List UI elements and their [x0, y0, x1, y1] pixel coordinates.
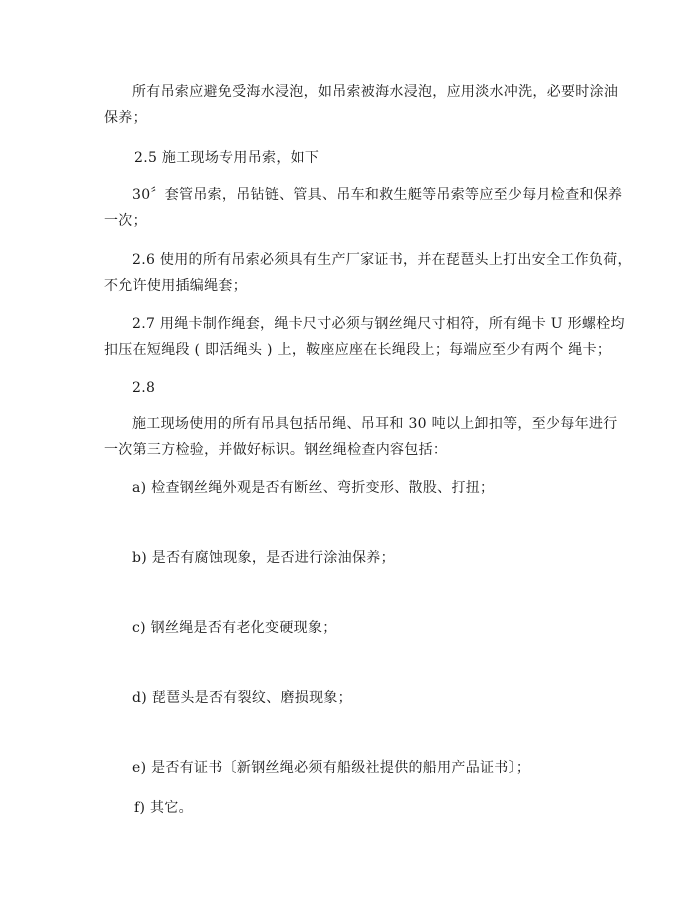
paragraph-line: 所有吊索应避免受海水浸泡，如吊索被海水浸泡，应用淡水冲洗，必要时涂油	[132, 84, 619, 100]
paragraph-line: 一次第三方检验，并做好标识。钢丝绳检查内容包括：	[104, 442, 448, 458]
list-item: f) 其它。	[134, 800, 193, 816]
list-item: e) 是否有证书〔新钢丝绳必须有船级社提供的船用产品证书〕；	[132, 760, 531, 776]
paragraph-line: 施工现场使用的所有吊具包括吊绳、吊耳和 30 吨以上卸扣等，至少每年进行	[132, 416, 618, 432]
section-heading: 2.8	[132, 380, 156, 396]
paragraph-line: 30〞套管吊索，吊钻链、管具、吊车和救生艇等吊索等应至少每月检查和保养	[132, 187, 623, 203]
paragraph-line: 2.7 用绳卡制作绳套，绳卡尺寸必须与钢丝绳尺寸相符，所有绳卡 U 形螺栓均	[132, 316, 625, 332]
list-item: c) 钢丝绳是否有老化变硬现象；	[132, 620, 337, 636]
paragraph-line: 扣压在短绳段 ( 即活绳头 ) 上，鞍座应座在长绳段上；每端应至少有两个 绳卡；	[104, 342, 612, 358]
list-item: d) 琵琶头是否有裂纹、磨损现象；	[132, 690, 352, 706]
list-item: a) 检查钢丝绳外观是否有断丝、弯折变形、散股、打扭；	[132, 480, 495, 496]
list-item: b) 是否有腐蚀现象，是否进行涂油保养；	[132, 550, 395, 566]
paragraph-line: 一次；	[104, 213, 147, 229]
paragraph-line: 2.6 使用的所有吊索必须具有生产厂家证书，并在琵琶头上打出安全工作负荷，	[132, 252, 632, 268]
paragraph-line: 不允许使用插编绳套；	[104, 278, 247, 294]
section-heading: 2.5 施工现场专用吊索，如下	[134, 150, 320, 166]
paragraph-line: 保养；	[104, 110, 147, 126]
